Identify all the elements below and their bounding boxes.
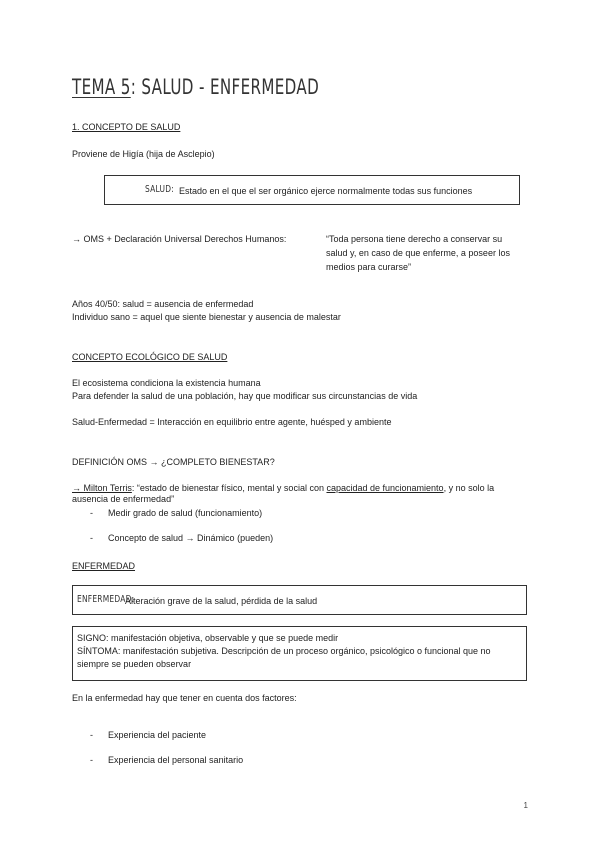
factor-bullet: - Experiencia del paciente [72, 729, 600, 741]
sintoma-text-2: siempre se pueden observar [77, 659, 192, 669]
origin-text: Proviene de Higía (hija de Asclepio) [72, 149, 215, 159]
terris-end: , y no solo la [443, 483, 495, 493]
oms-quote-line: medios para curarse” [326, 262, 412, 272]
oms-quote-line: salud y, en caso de que enferme, a poseer los [326, 248, 510, 258]
title-rest: : SALUD - ENFERMEDAD [130, 75, 320, 99]
healthy-individual-text: Individuo sano = aquel que siente bienestar y ausencia de malestar [72, 312, 341, 322]
ecologic-text-line: Para defender la salud de una población, hay que modificar sus circunstancias de vida [72, 391, 418, 401]
terris-text: : “estado de bienestar físico, mental y social con [131, 483, 327, 493]
terris-name: → Milton Terris [72, 483, 132, 493]
terris-capacity: capacidad de funcionamiento [326, 483, 444, 493]
interaction-text: Salud-Enfermedad = Interacción en equilibrio entre agente, huésped y ambiente [72, 417, 392, 427]
section-heading-ecologico: CONCEPTO ECOLÓGICO DE SALUD [72, 352, 228, 362]
salud-definition-box [104, 175, 520, 205]
salud-label: SALUD: [145, 184, 174, 195]
oms-quote [326, 233, 510, 273]
page-title [72, 74, 319, 100]
oms-declaration-text: → OMS + Declaración Universal Derechos Humanos: [72, 234, 287, 244]
years-text: Años 40/50: salud = ausencia de enfermedad [72, 299, 254, 309]
factors-intro: En la enfermedad hay que tener en cuenta dos factores: [72, 693, 297, 703]
sintoma-text: SÍNTOMA: manifestación subjetiva. Descripción de un proceso orgánico, psicológico o funcional que no [77, 646, 491, 656]
enfermedad-label: ENFERMEDAD: [77, 594, 135, 605]
factor-bullet: - Experiencia del personal sanitario [72, 754, 600, 766]
section-heading-enfermedad: ENFERMEDAD [72, 561, 136, 571]
oms-bullet: - Concepto de salud → Dinámico (pueden) [72, 532, 600, 544]
ecologic-text-line: El ecosistema condiciona la existencia humana [72, 378, 261, 388]
oms-bullet: - Medir grado de salud (funcionamiento) [72, 507, 600, 519]
signo-sintoma-box [72, 626, 527, 681]
terris-line-2: ausencia de enfermedad” [72, 494, 175, 504]
salud-definition-text: Estado en el que el ser orgánico ejerce normalmente todas sus funciones [179, 186, 473, 196]
section-heading-salud: 1. CONCEPTO DE SALUD [72, 122, 181, 132]
enfermedad-definition-box [72, 585, 527, 615]
enfermedad-definition-text: Alteración grave de la salud, pérdida de la salud [125, 596, 318, 606]
oms-quote-line: “Toda persona tiene derecho a conservar su [326, 234, 503, 244]
section-heading-oms: DEFINICIÓN OMS → ¿COMPLETO BIENESTAR? [72, 457, 275, 467]
title-main: TEMA 5 [72, 75, 131, 99]
signo-text: SIGNO: manifestación objetiva, observable y que se puede medir [77, 633, 339, 643]
page-number: 1 [523, 801, 528, 810]
